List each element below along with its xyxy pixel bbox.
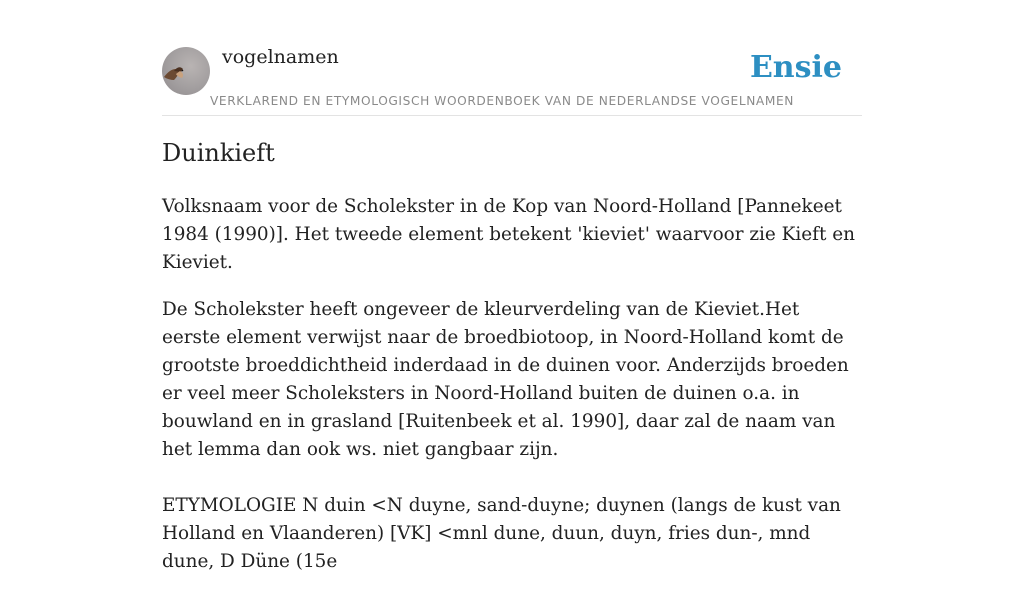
bird-avatar-icon[interactable]: [162, 47, 210, 95]
page-container: [162, 0, 862, 572]
ensie-logo-link[interactable]: Ensie: [749, 50, 842, 85]
bird-silhouette-icon: [162, 47, 210, 95]
article-paragraph-3: ETYMOLOGIE N duin <N duyne, sand-duyne; duynen (langs de kust van Holland en Vlaanderen) [VK] <mnl dune, duun, duyn, fries dun-, mnd dune, D Düne (15e: [162, 495, 841, 572]
article-paragraph-1: Volksnaam voor de Scholekster in de Kop van Noord-Holland [Pannekeet 1984 (1990)]. Het tweede element betekent 'kieviet' waarvoor zie Kieft en Kieviet.: [162, 196, 855, 273]
site-name-link[interactable]: vogelnamen: [222, 46, 339, 68]
site-tagline: VERKLAREND EN ETYMOLOGISCH WOORDENBOEK VAN DE NEDERLANDSE VOGELNAMEN: [210, 94, 794, 108]
article-body: [162, 193, 862, 595]
site-header: [162, 0, 862, 116]
article-paragraph-2: De Scholekster heeft ongeveer de kleurverdeling van de Kieviet.Het eerste element verwijst naar de broedbiotoop, in Noord-Holland komt de grootste broeddichtheid inderdaad in de duinen voor. Anderzijds broeden er veel meer Scholeksters in Noord-Holland buiten de duinen o.a. in bouwland en in grasland [Ruitenbeek et al. 1990], daar zal de naam van het lemma dan ook ws. niet gangbaar zijn.: [162, 299, 849, 460]
page-title: Duinkieft: [162, 139, 275, 167]
